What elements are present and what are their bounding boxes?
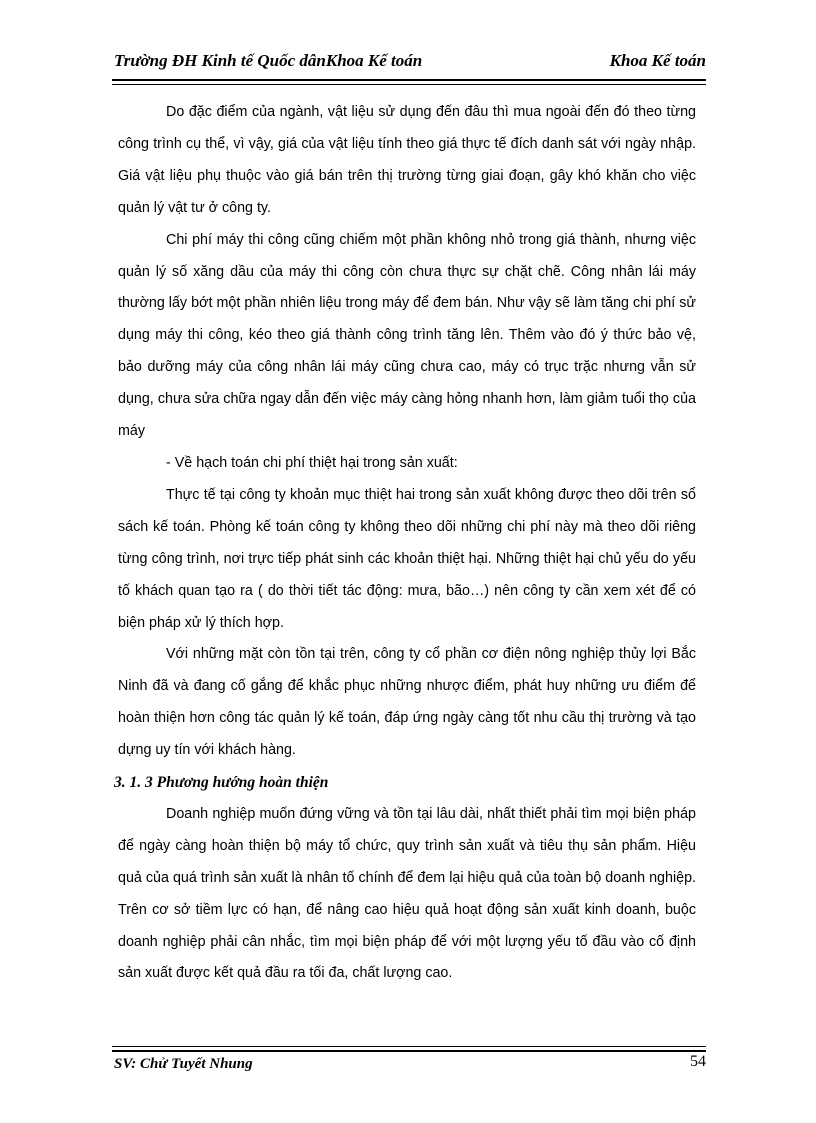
- paragraph-improvement: Doanh nghiệp muốn đứng vững và tồn tại lâu dài, nhất thiết phải tìm mọi biện pháp để ngày càng hoàn thiện bộ máy tổ chức, quy trình sản xuất và tiêu thụ sản phẩm. Hiệu quả của quá trình sản xuất là nhân tố chính để đem lại hiệu quả của toàn bộ doanh nghiệp. Trên cơ sở tiềm lực có hạn, để nâng cao hiệu quả hoạt động sản xuất kinh doanh, buộc doanh nghiệp phải cân nhắc, tìm mọi biện pháp để với một lượng yếu tố đầu vào cố định sản xuất được kết quả đầu ra tối đa, chất lượng cao.: [118, 805, 696, 982]
- footer-rule-thin: [112, 1046, 706, 1047]
- paragraph-company-effort: Với những mặt còn tồn tại trên, công ty cổ phần cơ điện nông nghiệp thủy lợi Bắc Ninh đã và đang cố gắng để khắc phục những nhược điểm, phát huy những ưu điểm để hoàn thiện hơn công tác quản lý kế toán, đáp ứng ngày càng tốt nhu cầu thị trường và tạo dựng uy tín với khách hàng.: [118, 646, 696, 759]
- header-rule-thick: [112, 79, 706, 81]
- page-header: [112, 50, 706, 76]
- section-heading: 3. 1. 3 Phương hướng hoàn thiện: [114, 774, 329, 792]
- header-university: Trường ĐH Kinh tế Quốc dânKhoa Kế toán: [114, 51, 423, 70]
- header-faculty: Khoa Kế toán: [609, 51, 706, 70]
- paragraph-materials: Do đặc điểm của ngành, vật liệu sử dụng đến đâu thì mua ngoài đến đó theo từng công trình cụ thể, vì vậy, giá của vật liệu tính theo giá thực tế đích danh sát với ngày nhập. Giá vật liệu phụ thuộc vào giá bán trên thị trường từng giai đoạn, gây khó khăn cho việc quản lý vật tư ở công ty.: [118, 104, 696, 216]
- footer-rule-thick: [112, 1050, 706, 1052]
- paragraph-damage-heading: - Về hạch toán chi phí thiệt hại trong sản xuất:: [166, 454, 458, 471]
- page-number: 54: [690, 1053, 706, 1070]
- header-rule-thin: [112, 84, 706, 85]
- paragraph-machine-costs: Chi phí máy thi công cũng chiếm một phần không nhỏ trong giá thành, nhưng việc quản lý số xăng dầu của máy thi công còn chưa thực sự chặt chẽ. Công nhân lái máy thường lấy bớt một phần nhiên liệu trong máy để đem bán. Như vậy sẽ làm tăng chi phí sử dụng máy thi công, kéo theo giá thành công trình tăng lên. Thêm vào đó ý thức bảo vệ, bảo dưỡng máy của công nhân lái máy cũng chưa cao, máy có trục trặc nhưng vẫn sử dụng, chưa sửa chữa ngay dẫn đến việc máy càng hỏng nhanh hơn, làm giảm tuổi thọ của máy: [118, 231, 696, 440]
- paragraph-damage-costs: Thực tế tại công ty khoản mục thiệt hai trong sản xuất không được theo dõi trên sổ sách kế toán. Phòng kế toán công ty không theo dõi những chi phí này mà theo dõi riêng từng công trình, nơi trực tiếp phát sinh các khoản thiệt hại. Những thiệt hại chủ yếu do yếu tố khách quan tạo ra ( do thời tiết tác động: mưa, bão…) nên công ty cần xem xét để có biện pháp xử lý thích hợp.: [118, 486, 696, 631]
- document-body: [114, 97, 696, 990]
- footer-student-name: SV: Chử Tuyết Nhung: [114, 1056, 253, 1072]
